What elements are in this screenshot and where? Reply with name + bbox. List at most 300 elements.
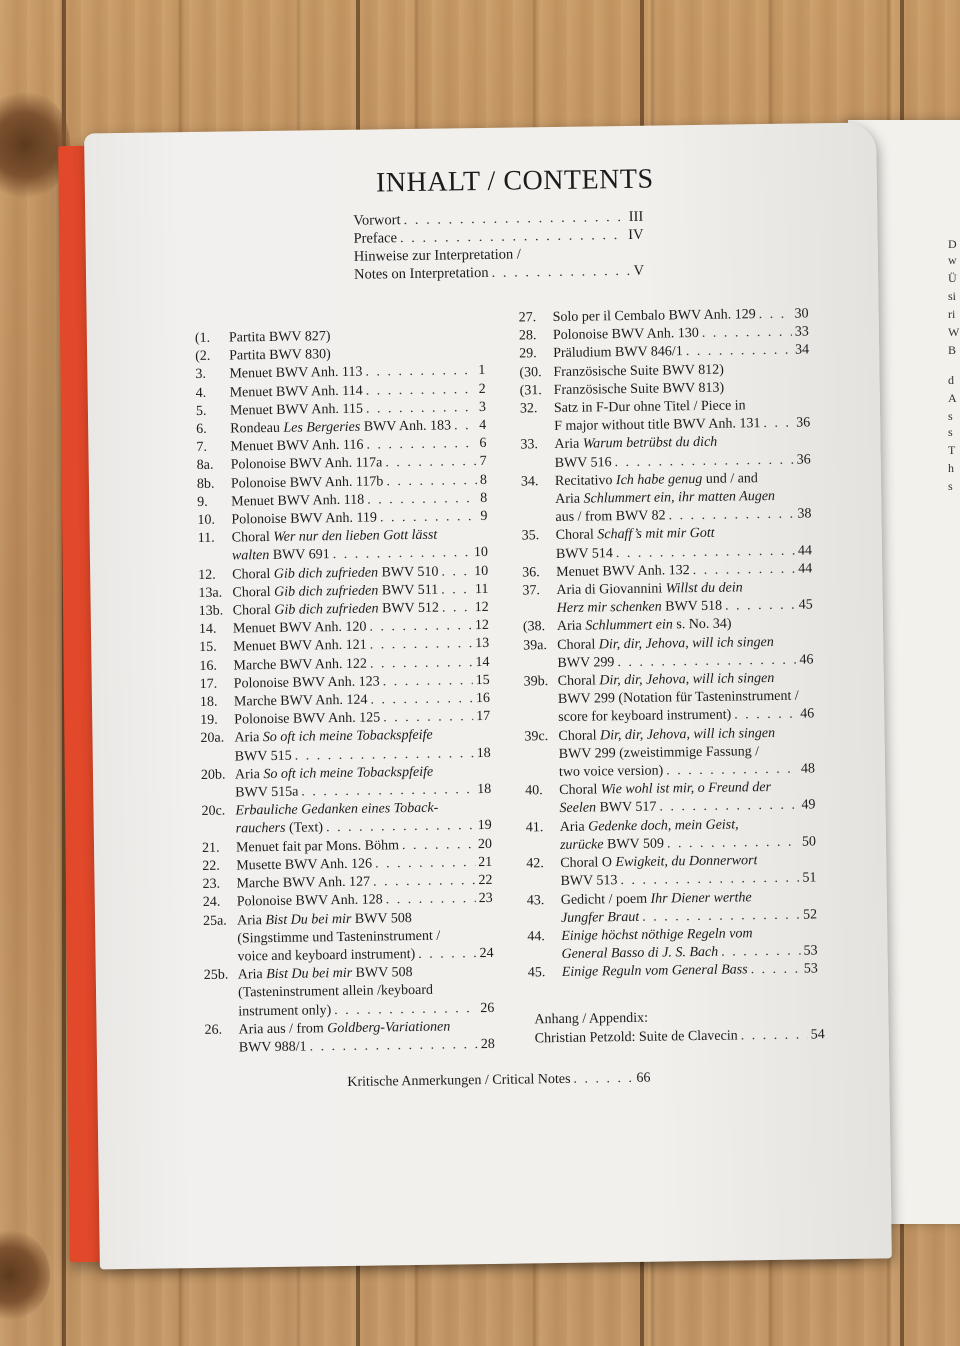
entry-label: Hinweise zur Interpretation / bbox=[353, 246, 521, 265]
entry-body bbox=[554, 396, 810, 436]
entry-body bbox=[555, 469, 812, 527]
contents-entry bbox=[526, 815, 816, 855]
leader-dots bbox=[373, 872, 476, 892]
entry-body bbox=[235, 763, 491, 803]
page-number: 53 bbox=[803, 961, 818, 977]
entry-number: 24. bbox=[202, 894, 221, 911]
page-number: 24 bbox=[479, 945, 494, 961]
contents-entry bbox=[527, 924, 817, 964]
page-number: 45 bbox=[798, 597, 813, 613]
entry-number: (2. bbox=[195, 348, 211, 365]
entry-body bbox=[232, 526, 488, 566]
page-title: INHALT / CONTENTS bbox=[375, 163, 654, 199]
page-number: 46 bbox=[799, 652, 814, 668]
italic-title: Bist Du bei mir bbox=[266, 965, 353, 983]
text-segment: Polonoise BWV Anh. 130 bbox=[552, 326, 699, 344]
entry-number: 15. bbox=[199, 640, 217, 656]
page-number: 12 bbox=[474, 599, 489, 616]
entry-text bbox=[237, 910, 412, 931]
leader-dots bbox=[400, 226, 625, 247]
contents-entry bbox=[524, 669, 815, 728]
entry-number: 39b. bbox=[523, 674, 549, 690]
entry-number: 7. bbox=[196, 440, 208, 456]
text-segment: BWV 299 bbox=[557, 655, 615, 671]
entry-text bbox=[556, 525, 715, 545]
text-segment: Partita BWV 827) bbox=[228, 329, 331, 346]
italic-title: Wer nur den lieben Gott lässt bbox=[273, 527, 438, 546]
italic-title: Ihr Diener werthe bbox=[650, 889, 752, 907]
page-number: 52 bbox=[802, 907, 818, 923]
entry-text bbox=[233, 619, 367, 639]
page-number: 7 bbox=[479, 454, 487, 470]
contents-entry bbox=[201, 799, 491, 839]
page-number: 51 bbox=[802, 870, 817, 886]
text-segment: Menuet BWV Anh. 113 bbox=[229, 365, 363, 382]
text-segment: Gedicht / poem bbox=[560, 891, 651, 908]
entry-body bbox=[561, 924, 817, 964]
leader-dots bbox=[380, 508, 478, 528]
page-fragment-text: D bbox=[948, 237, 957, 251]
text-segment: BWV 513 bbox=[560, 873, 618, 890]
text-segment: BWV 515 bbox=[234, 748, 292, 765]
contents-entry bbox=[526, 851, 816, 891]
leader-dots bbox=[659, 797, 798, 817]
entry-number: 42. bbox=[526, 856, 544, 872]
leader-dots bbox=[751, 961, 801, 980]
leader-dots bbox=[441, 581, 472, 600]
entry-number: 10. bbox=[197, 512, 216, 529]
contents-entry bbox=[198, 526, 488, 566]
leader-dots bbox=[725, 597, 796, 616]
entry-text bbox=[235, 784, 298, 803]
text-segment: BWV 512 bbox=[378, 600, 440, 617]
page-fragment-text: ri bbox=[948, 307, 956, 321]
entry-text bbox=[236, 874, 370, 894]
leader-dots bbox=[686, 342, 793, 362]
page-number: 1 bbox=[478, 363, 486, 379]
text-segment: Aria aus / from bbox=[238, 1020, 328, 1038]
page-fragment-text: h bbox=[948, 461, 954, 475]
text-segment: Aria bbox=[555, 491, 584, 508]
entry-number: 27. bbox=[518, 310, 537, 326]
contents-entry bbox=[527, 888, 817, 928]
entry-label: Vorwort bbox=[353, 212, 401, 229]
italic-title: Schaff’s mit mir Gott bbox=[597, 526, 715, 543]
entry-text bbox=[554, 379, 725, 400]
text-segment: Präludium BWV 846/1 bbox=[553, 344, 683, 362]
contents-entry bbox=[521, 469, 812, 528]
italic-title: Gib dich zufrieden bbox=[274, 601, 379, 618]
entry-text bbox=[557, 598, 723, 619]
appendix-heading: Anhang / Appendix: bbox=[534, 1010, 649, 1028]
entry-text bbox=[230, 382, 363, 402]
entry-body bbox=[562, 961, 818, 983]
entry-text bbox=[234, 692, 368, 712]
page-number: 28 bbox=[480, 1036, 495, 1052]
leader-dots bbox=[301, 781, 474, 802]
italic-title: Gib dich zufrieden bbox=[273, 565, 379, 582]
entry-body bbox=[557, 633, 813, 673]
italic-title: walten bbox=[231, 548, 270, 564]
entry-body bbox=[561, 888, 817, 928]
page-number: 4 bbox=[479, 417, 487, 434]
page-number: 44 bbox=[798, 561, 813, 577]
page-number: 16 bbox=[475, 690, 491, 707]
text-segment: Choral bbox=[558, 728, 601, 744]
italic-title: Einige höchst nöthige Regeln vom bbox=[561, 926, 753, 944]
italic-title: Erbauliche Gedanken eines Toback- bbox=[235, 800, 439, 819]
entry-number: 4. bbox=[195, 385, 207, 401]
entry-text bbox=[236, 855, 372, 875]
entry-number: 6. bbox=[196, 421, 207, 438]
contents-entry bbox=[525, 779, 815, 819]
entry-number: 28. bbox=[518, 328, 537, 344]
contents-page bbox=[84, 122, 892, 1269]
text-segment: instrument only) bbox=[238, 1002, 332, 1019]
appendix-item: Christian Petzold: Suite de Clavecin . . . 54 bbox=[535, 1026, 825, 1049]
entry-text bbox=[233, 637, 367, 657]
text-segment: Marche BWV Anh. 122 bbox=[233, 656, 368, 674]
entry-body bbox=[238, 1018, 494, 1058]
text-segment: F major without title BWV Anh. 131 bbox=[554, 416, 761, 435]
entry-text bbox=[553, 361, 724, 382]
entry-text bbox=[236, 837, 399, 857]
page-fragment-text: Ü bbox=[948, 271, 957, 285]
text-segment: Aria bbox=[236, 912, 266, 928]
entry-text bbox=[555, 454, 612, 473]
page-number: 21 bbox=[478, 854, 493, 870]
text-segment: Polonoise BWV Anh. 119 bbox=[231, 510, 378, 528]
page-number: 17 bbox=[476, 709, 491, 725]
text-segment: Choral bbox=[232, 602, 275, 619]
leader-dots bbox=[386, 472, 477, 491]
text-segment: Choral bbox=[231, 530, 274, 546]
front-matter-entry bbox=[354, 262, 644, 284]
entry-body bbox=[234, 726, 490, 766]
italic-title: Einige Reguln vom General Bass bbox=[561, 962, 748, 981]
entry-text bbox=[234, 710, 380, 730]
leader-dots bbox=[573, 1070, 633, 1089]
page-fragment-text: B bbox=[948, 343, 957, 357]
page-number: 50 bbox=[801, 834, 817, 850]
leader-dots bbox=[383, 708, 473, 727]
text-segment: Musette BWV Anh. 126 bbox=[236, 856, 373, 874]
text-segment: Recitativo bbox=[554, 472, 617, 489]
text-segment: s. No. 34) bbox=[672, 616, 732, 633]
page-number: 12 bbox=[474, 618, 490, 634]
page-number: 34 bbox=[795, 342, 810, 359]
text-segment: Polonoise BWV Anh. 128 bbox=[236, 892, 383, 910]
contents-entry bbox=[520, 433, 810, 473]
entry-text bbox=[234, 673, 380, 693]
text-segment: Marche BWV Anh. 127 bbox=[236, 874, 371, 892]
text-segment: Aria bbox=[234, 730, 263, 746]
text-segment: Menuet BWV Anh. 115 bbox=[229, 401, 364, 419]
leader-dots bbox=[669, 506, 795, 526]
leader-dots bbox=[366, 399, 476, 419]
text-segment: BWV 299 (Notation für Tasteninstrument / bbox=[557, 688, 799, 708]
entry-number: 14. bbox=[198, 621, 217, 638]
text-segment: Französische Suite BWV 813) bbox=[553, 380, 725, 398]
entry-body bbox=[556, 524, 812, 564]
leader-dots bbox=[441, 563, 471, 582]
entry-text bbox=[556, 545, 613, 564]
text-segment: Menuet fait par Mons. Böhm bbox=[235, 837, 400, 856]
entry-text bbox=[559, 763, 663, 783]
page-fragment-text: w bbox=[948, 253, 957, 267]
italic-title: So oft ich meine Tobackspfeife bbox=[262, 728, 433, 746]
text-segment: aus / from BWV 82 bbox=[555, 508, 666, 526]
entry-text bbox=[557, 616, 732, 637]
entry-number: 40. bbox=[525, 783, 543, 799]
leader-dots bbox=[454, 417, 476, 436]
text-segment: (Singstimme und Tasteninstrument / bbox=[237, 928, 441, 947]
text-segment: Menuet BWV Anh. 114 bbox=[229, 383, 363, 401]
contents-entry bbox=[522, 578, 812, 618]
entry-text bbox=[560, 872, 617, 891]
appendix-section bbox=[534, 1007, 824, 1048]
entry-text bbox=[232, 547, 330, 567]
leader-dots bbox=[333, 545, 471, 565]
leader-dots bbox=[375, 854, 475, 874]
page-number: 10 bbox=[474, 563, 489, 579]
italic-title: Warum betrübst du dich bbox=[582, 435, 718, 453]
entry-body bbox=[235, 799, 491, 839]
contents-entry bbox=[528, 961, 818, 983]
text-segment: Choral bbox=[232, 584, 275, 601]
text-segment: BWV 509 bbox=[603, 836, 665, 853]
entry-text bbox=[555, 508, 665, 528]
entry-text bbox=[553, 344, 683, 364]
entry-number: 33. bbox=[520, 437, 539, 453]
leader-dots bbox=[334, 1000, 477, 1020]
leader-dots bbox=[759, 306, 792, 325]
text-segment: und / and bbox=[702, 470, 758, 487]
entry-text bbox=[556, 562, 690, 582]
page-number: 20 bbox=[477, 836, 493, 852]
italic-title: Willst du dein bbox=[665, 580, 743, 597]
leader-dots bbox=[370, 636, 473, 656]
page-fragment-text: s bbox=[948, 479, 953, 493]
page-number: 18 bbox=[477, 781, 492, 798]
italic-title: Ich habe genug bbox=[615, 471, 703, 488]
page-number: 38 bbox=[797, 506, 812, 522]
leader-dots bbox=[326, 818, 475, 838]
text-segment: BWV Anh. 183 bbox=[360, 418, 452, 435]
entry-number: 25b. bbox=[203, 967, 229, 984]
page-number: 66 bbox=[636, 1070, 651, 1086]
leader-dots bbox=[741, 1026, 808, 1045]
leader-dots bbox=[370, 690, 473, 710]
wood-knot bbox=[0, 1230, 50, 1320]
entry-number: 35. bbox=[521, 528, 540, 544]
entry-number: 37. bbox=[522, 583, 541, 599]
contents-entry bbox=[523, 633, 813, 673]
entry-body bbox=[558, 724, 815, 782]
page-number: 11 bbox=[474, 581, 489, 597]
text-segment: BWV 515a bbox=[235, 784, 299, 801]
page-fragment-text: d bbox=[948, 373, 954, 387]
entry-number: 12. bbox=[198, 567, 216, 583]
text-segment: Choral bbox=[557, 637, 599, 653]
text-segment: Aria bbox=[559, 819, 589, 835]
critical-notes-label: Kritische Anmerkungen / Critical Notes bbox=[347, 1071, 571, 1090]
entry-number: 36. bbox=[522, 565, 540, 581]
entry-number: 20b. bbox=[200, 767, 226, 783]
text-segment: Choral bbox=[232, 566, 274, 583]
page-number: 46 bbox=[800, 706, 815, 723]
entry-number: (31. bbox=[519, 382, 542, 399]
text-segment: voice and keyboard instrument) bbox=[237, 946, 416, 965]
leader-dots bbox=[666, 761, 798, 781]
text-segment: Menuet BWV Anh. 132 bbox=[556, 562, 690, 580]
text-segment: two voice version) bbox=[558, 763, 664, 781]
page-number: 6 bbox=[479, 436, 487, 452]
entry-text bbox=[554, 434, 717, 454]
entry-number: 32. bbox=[519, 401, 538, 417]
leader-dots bbox=[642, 906, 800, 926]
text-segment: Aria di Giovannini bbox=[556, 581, 666, 599]
entry-text bbox=[238, 964, 413, 985]
entry-body bbox=[556, 578, 812, 618]
entry-label: Preface bbox=[353, 230, 398, 247]
leader-dots bbox=[418, 945, 477, 964]
leader-dots bbox=[369, 617, 472, 637]
entry-label: Notes on Interpretation bbox=[353, 264, 489, 283]
entry-text bbox=[558, 707, 731, 728]
leader-dots bbox=[763, 415, 793, 434]
italic-title: Dir, dir, Jehova, will ich singen bbox=[599, 725, 776, 744]
leader-dots bbox=[385, 454, 477, 473]
contents-entry bbox=[520, 396, 810, 436]
entry-number: 39a. bbox=[523, 637, 548, 654]
leader-dots bbox=[366, 381, 476, 401]
entry-body bbox=[558, 669, 815, 727]
text-segment: Menuet BWV Anh. 118 bbox=[231, 492, 365, 510]
leader-dots bbox=[693, 560, 796, 580]
leader-dots bbox=[721, 943, 801, 962]
page-fragment-text: A bbox=[948, 391, 957, 405]
entry-text bbox=[236, 820, 324, 839]
italic-title: Dir, dir, Jehova, will ich singen bbox=[599, 671, 775, 689]
entry-number: 5. bbox=[195, 403, 207, 419]
contents-entry bbox=[200, 726, 490, 766]
entry-number: 8b. bbox=[196, 476, 215, 492]
page-number: IV bbox=[628, 226, 644, 243]
entry-number: 21. bbox=[201, 840, 220, 856]
entry-text bbox=[238, 1002, 331, 1021]
entry-text bbox=[231, 473, 384, 493]
entry-number: 17. bbox=[199, 676, 218, 692]
text-segment: BWV 514 bbox=[555, 545, 613, 562]
entry-body bbox=[559, 779, 815, 819]
page-number: 26 bbox=[480, 1000, 495, 1016]
entry-number: 25a. bbox=[202, 913, 227, 929]
text-segment: Rondeau bbox=[230, 420, 284, 437]
entry-number: 45. bbox=[527, 965, 546, 981]
entry-number: 9. bbox=[197, 494, 208, 510]
italic-title: Schlummert ein bbox=[585, 617, 673, 635]
entry-text bbox=[553, 325, 699, 345]
leader-dots bbox=[734, 706, 797, 725]
entry-text bbox=[560, 835, 664, 855]
entry-text bbox=[229, 328, 331, 348]
text-segment: Menuet BWV Anh. 120 bbox=[232, 619, 367, 637]
page-number: 14 bbox=[475, 654, 490, 670]
leader-dots bbox=[310, 1036, 478, 1057]
entry-text bbox=[233, 655, 367, 675]
text-segment: (Text) bbox=[285, 820, 324, 837]
page-number: 36 bbox=[796, 452, 811, 468]
entry-text bbox=[561, 944, 718, 964]
italic-title: Bist Du bei mir bbox=[265, 911, 352, 928]
page-number: 8 bbox=[480, 490, 488, 506]
page-number: III bbox=[628, 208, 644, 225]
text-segment: Marche BWV Anh. 124 bbox=[233, 692, 368, 710]
page-number: 23 bbox=[478, 891, 493, 907]
italic-title: Les Bergeries bbox=[283, 419, 361, 436]
contents-left-column bbox=[195, 326, 495, 1058]
leader-dots bbox=[383, 672, 473, 691]
page-fragment-text: T bbox=[948, 443, 956, 457]
entry-text bbox=[235, 747, 292, 766]
entry-number: 11. bbox=[197, 530, 215, 547]
entry-body bbox=[560, 815, 816, 855]
page-number: 30 bbox=[794, 306, 809, 322]
text-segment: BWV 518 bbox=[661, 598, 723, 615]
entry-text bbox=[231, 491, 364, 511]
front-matter bbox=[353, 208, 644, 284]
entry-text bbox=[230, 400, 363, 420]
leader-dots bbox=[366, 435, 476, 455]
text-segment: Choral O bbox=[560, 855, 616, 872]
entry-line bbox=[562, 961, 818, 983]
entry-body bbox=[554, 433, 810, 473]
entry-number: 19. bbox=[200, 712, 218, 729]
text-segment: Aria bbox=[237, 967, 267, 983]
italic-title: Schlummert ein, ihr matten Augen bbox=[583, 488, 776, 507]
entry-text bbox=[239, 1038, 307, 1057]
entry-text bbox=[559, 799, 656, 819]
contents-entry bbox=[203, 908, 494, 967]
page-number: 54 bbox=[810, 1026, 825, 1042]
entry-number: 26. bbox=[204, 1022, 223, 1038]
page-fragment-text: W bbox=[948, 325, 960, 339]
italic-title: Dir, dir, Jehova, will ich singen bbox=[598, 634, 774, 653]
entry-text bbox=[229, 346, 331, 366]
page-number: 48 bbox=[800, 761, 816, 777]
entry-body bbox=[237, 908, 494, 966]
page-number: 10 bbox=[473, 545, 489, 561]
page-number: 22 bbox=[478, 872, 493, 889]
contents-entry bbox=[201, 763, 491, 803]
text-segment: Aria bbox=[556, 619, 586, 635]
leader-dots bbox=[386, 890, 476, 909]
page-number: 3 bbox=[478, 399, 487, 415]
italic-title: Seelen bbox=[559, 800, 597, 817]
text-segment: Choral bbox=[555, 527, 598, 544]
page-number: 2 bbox=[478, 381, 486, 397]
leader-dots bbox=[402, 836, 475, 855]
entry-number: 20a. bbox=[200, 731, 225, 747]
text-segment: BWV 988/1 bbox=[238, 1039, 307, 1056]
page-fragment-text: s bbox=[948, 425, 953, 439]
italic-title: Gedenke doch, mein Geist, bbox=[588, 817, 739, 835]
text-segment: Choral bbox=[557, 673, 600, 690]
text-segment: score for keyboard instrument) bbox=[558, 708, 732, 726]
entry-number: 13b. bbox=[198, 603, 224, 620]
contents-right-column bbox=[519, 305, 818, 982]
